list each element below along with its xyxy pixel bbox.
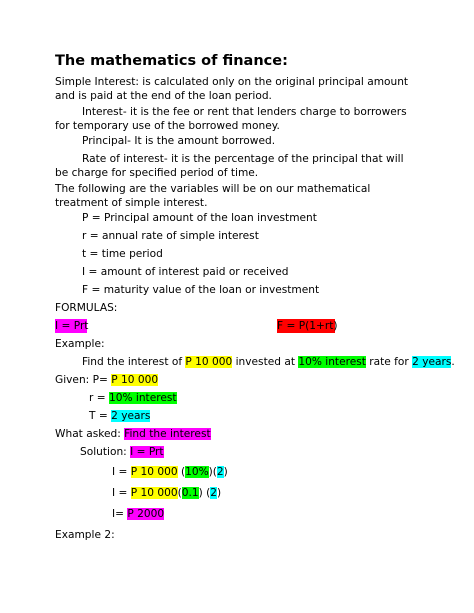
step2-time: 2 [210,487,217,499]
asked-value: Find the interest [124,428,211,440]
formula-maturity-value [277,319,338,333]
step2-open: ( [177,487,182,499]
step2-close: ) [216,487,222,499]
variable-i: I = amount of interest paid or received [82,266,289,278]
formula-simple-interest [55,319,87,333]
rate-definition: Rate of interest- it is the percentage of the principal that will be charge for specified period of time. [55,153,404,179]
step1-principal: P 10 000 [130,466,178,478]
given-r-label: r = [89,392,109,404]
interest-definition: Interest- it is the fee or rent that lenders charge to borrowers for temporary use of the borrowed money. [55,106,407,132]
step3-result: P 2000 [127,508,165,520]
simple-interest-definition: Simple Interest: is calculated only on the original principal amount and is paid at the end of the loan period. [55,76,409,102]
example-text-2: invested at [232,356,299,368]
variable-t: t = time period [82,248,163,260]
given-principal [55,373,158,387]
step2-rate: 0.1 [181,487,199,499]
variable-f: F = maturity value of the loan or investment [82,284,320,296]
variable-r: r = annual rate of simple interest [82,230,259,242]
solution-step-2 [112,486,221,500]
solution-step-3 [112,507,164,521]
given-r-value: 10% interest [108,392,177,404]
solution-formula: I = Prt [130,446,164,458]
principal-definition: Principal- It is the amount borrowed. [82,135,276,147]
step1-open: ( [177,466,186,478]
step1-close: ) [223,466,228,478]
step1-time: 2 [216,466,224,478]
what-asked [55,427,211,441]
example-text-3: rate for [365,356,413,368]
given-label: Given: P= [55,374,112,386]
example-problem [82,355,455,369]
variable-p: P = Principal amount of the loan investment [82,212,317,224]
example-2-label: Example 2: [55,529,115,541]
solution-label: Solution: [80,446,131,458]
step2-principal: P 10 000 [130,487,178,499]
given-time [89,409,150,423]
formula-2-text: F = P(1+rt) [277,320,338,332]
step2-pre: I = [112,487,131,499]
example-time: 2 years [412,356,452,368]
example-rate: 10% interest [298,356,366,368]
example-label: Example: [55,338,105,350]
solution-step-1 [112,465,228,479]
given-t-label: T = [89,410,112,422]
step1-mid: )( [208,466,217,478]
step2-mid: ) ( [198,487,211,499]
example-text-1: Find the interest of [82,356,186,368]
variables-intro: The following are the variables will be on our mathematical treatment of simple interest. [55,183,371,209]
solution-line [80,445,164,459]
step3-pre: I= [112,508,128,520]
formula-1-text: I = Prt [55,320,89,332]
formulas-label: FORMULAS: [55,302,118,314]
asked-label: What asked: [55,428,125,440]
example-text-4: . [451,356,455,368]
given-rate [89,391,177,405]
step1-rate: 10% [185,466,209,478]
given-p-value: P 10 000 [111,374,159,386]
given-t-value: 2 years [111,410,151,422]
step1-pre: I = [112,466,131,478]
document-title: The mathematics of finance: [55,53,288,69]
example-principal: P 10 000 [185,356,233,368]
